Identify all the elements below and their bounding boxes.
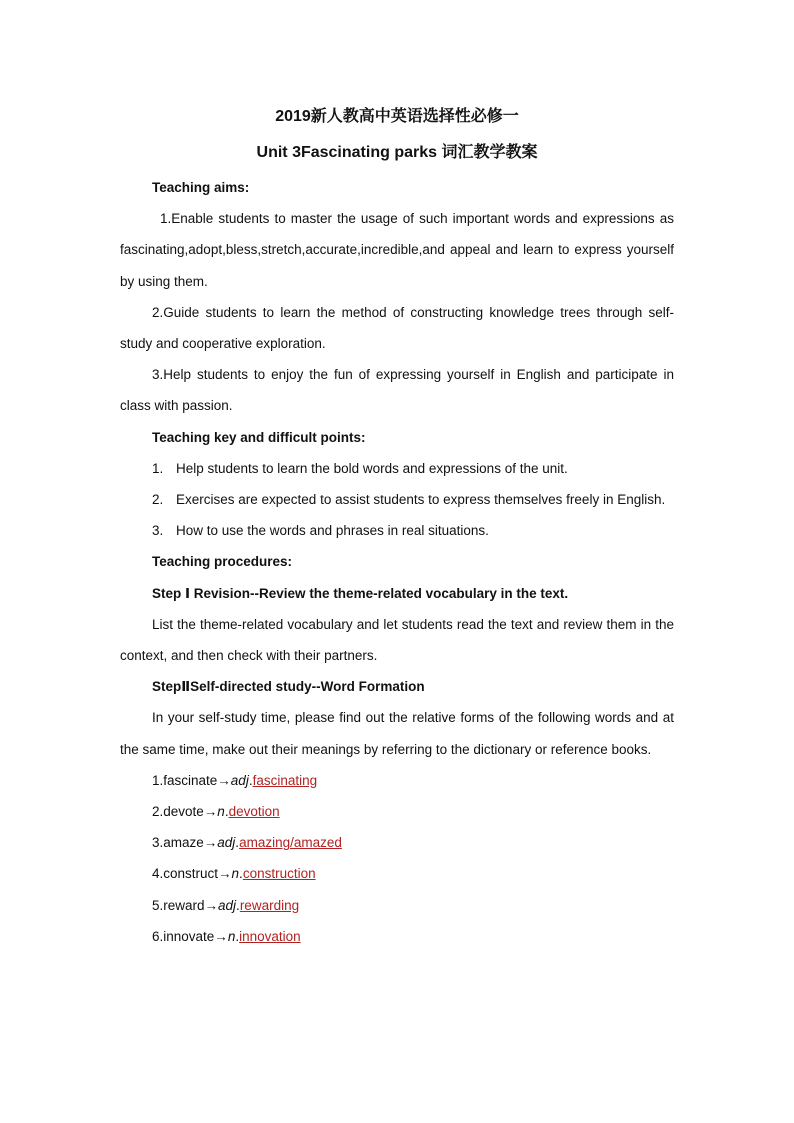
key-point-text: How to use the words and phrases in real situations. <box>176 523 489 539</box>
word-item <box>120 858 674 889</box>
pos-dot: . <box>239 866 243 882</box>
key-points-heading: Teaching key and difficult points: <box>152 429 366 445</box>
pos-dot: . <box>236 897 240 913</box>
aim-1: 1.Enable students to master the usage of such important words and expressions as fascinating,adopt,bless,stretch,accurate,incredible,and appeal and learn to express yourself by using them. <box>120 211 674 289</box>
key-point-text: Help students to learn the bold words and expressions of the unit. <box>176 460 568 476</box>
teaching-aims-heading: Teaching aims: <box>152 180 250 195</box>
key-point-3 <box>120 515 674 546</box>
key-point-number: 1. <box>152 460 164 476</box>
pos-dot: . <box>248 772 253 788</box>
word-pos: n <box>217 804 225 820</box>
step-2-heading: StepⅡSelf-directed study--Word Formation <box>152 679 425 695</box>
word-pos: adj <box>218 897 237 913</box>
word-answer: amazing/amazed <box>239 835 342 851</box>
word-pos: n <box>227 928 236 944</box>
step-1-heading: Step Ⅰ Revision--Review the theme-related vocabulary in the text. <box>152 585 569 601</box>
word-base: 5.reward→ <box>152 897 219 913</box>
pos-dot: . <box>224 804 229 820</box>
key-point-1 <box>120 453 674 484</box>
word-item <box>120 827 674 858</box>
key-point-2 <box>120 484 674 515</box>
key-point-number: 2. <box>152 492 164 508</box>
word-answer: devotion <box>228 804 280 820</box>
word-base: 1.fascinate→ <box>152 772 231 788</box>
pos-dot: . <box>235 928 240 944</box>
word-base: 3.amaze→ <box>152 835 218 851</box>
step-1-text: List the theme-related vocabulary and let students read the text and review them in the context, and then check with their partners. <box>120 616 674 664</box>
word-pos: n <box>231 866 240 882</box>
word-base: 6.innovate→ <box>152 928 228 944</box>
document-subtitle: Unit 3Fascinating parks 词汇教学教案 <box>256 144 538 161</box>
pos-dot: . <box>235 835 240 851</box>
word-item <box>120 890 674 921</box>
aim-2: 2.Guide students to learn the method of constructing knowledge trees through self-study and cooperative exploration. <box>120 304 674 352</box>
word-item <box>120 796 674 827</box>
word-base: 2.devote→ <box>152 804 218 820</box>
word-answer: construction <box>242 866 316 882</box>
word-pos: adj <box>230 772 249 788</box>
step-2-text: In your self-study time, please find out the relative forms of the following words and at the same time, make out their meanings by referring to the dictionary or reference books. <box>120 710 674 757</box>
procedures-heading: Teaching procedures: <box>152 554 293 570</box>
word-base: 4.construct→ <box>152 866 232 882</box>
word-item <box>120 921 674 952</box>
document-page <box>120 100 674 952</box>
key-point-number: 3. <box>152 523 164 539</box>
word-answer: innovation <box>239 928 301 944</box>
word-answer: fascinating <box>252 772 318 788</box>
word-item <box>120 765 674 796</box>
aim-3: 3.Help students to enjoy the fun of expressing yourself in English and participate in class with passion. <box>120 367 674 414</box>
document-title: 2019新人教高中英语选择性必修一 <box>275 108 519 125</box>
key-point-text: Exercises are expected to assist students to express themselves freely in English. <box>176 492 666 508</box>
word-answer: rewarding <box>239 897 300 913</box>
word-pos: adj <box>217 835 236 851</box>
